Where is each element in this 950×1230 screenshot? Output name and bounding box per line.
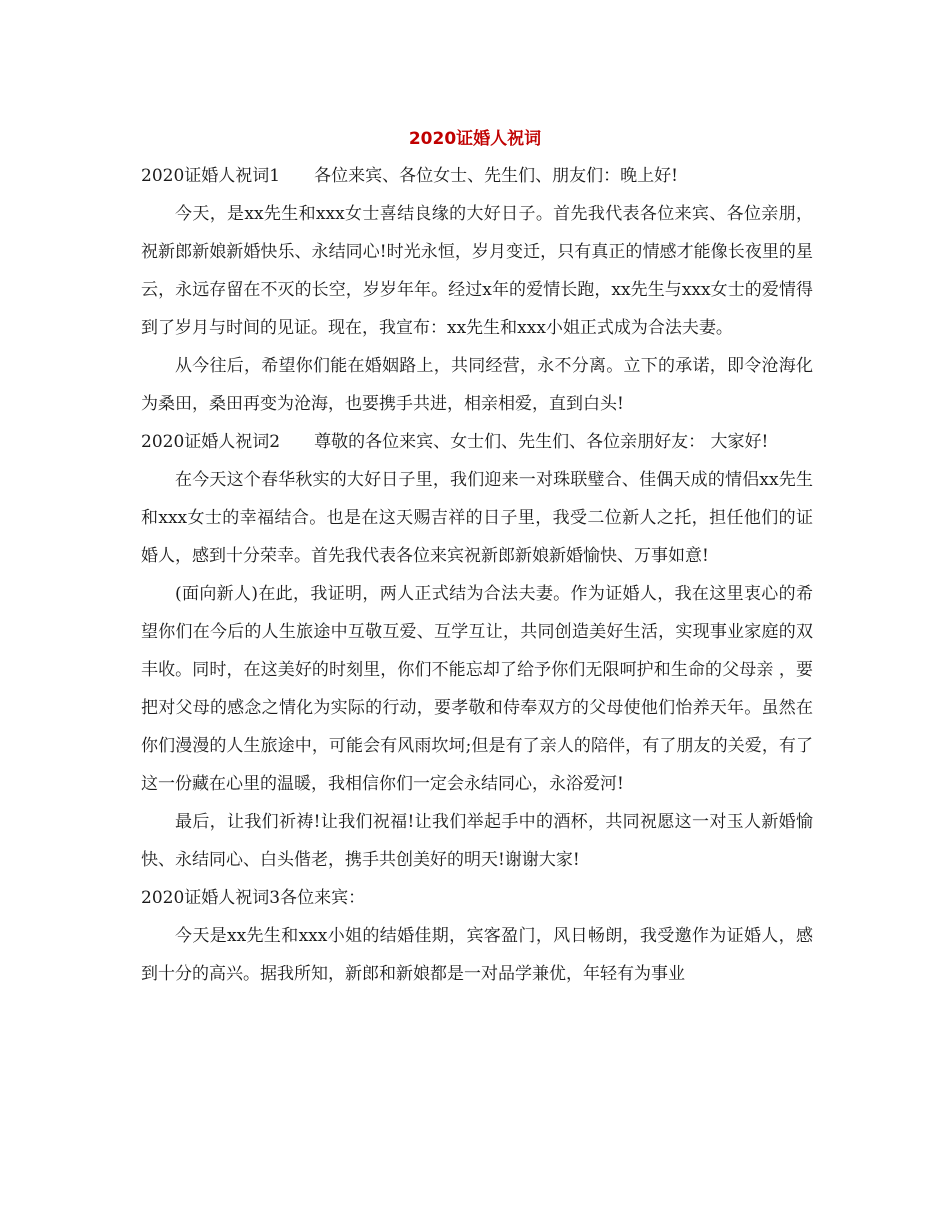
paragraph: 最后，让我们祈祷!让我们祝福!让我们举起手中的酒杯，共同祝愿这一对玉人新婚愉快、永结同心、白头偕老，携手共创美好的明天!谢谢大家! [141, 812, 813, 870]
section-heading-line [141, 423, 813, 461]
paragraph: 在今天这个春华秋实的大好日子里，我们迎来一对珠联璧合、佳偶天成的情侣xx先生和xxx女士的幸福结合。也是在这天赐吉祥的日子里，我受二位新人之托，担任他们的证婚人，感到十分荣幸。首先我代表各位来宾祝新郎新娘新婚愉快、万事如意! [141, 470, 813, 566]
section-greeting: 各位来宾： [280, 888, 366, 908]
document-title: 2020证婚人祝词 [408, 129, 542, 149]
document-body [141, 157, 813, 993]
section-greeting: 尊敬的各位来宾、女士们、先生们、各位亲朋好友： 大家好! [314, 432, 769, 452]
section-heading-line [141, 879, 813, 917]
section-heading: 2020证婚人祝词2 [141, 432, 281, 452]
section-heading: 2020证婚人祝词1 [141, 166, 281, 186]
paragraph: (面向新人)在此，我证明，两人正式结为合法夫妻。作为证婚人，我在这里衷心的希望你们在今后的人生旅途中互敬互爱、互学互让，共同创造美好生活，实现事业家庭的双丰收。同时，在这美好的时刻里，你们不能忘却了给予你们无限呵护和生命的父母亲 ，要把对父母的感念之情化为实际的行动，要孝敬和侍奉双方的父母使他们怡养天年。虽然在你们漫漫的人生旅途中，可能会有风雨坎坷;但是有了亲人的陪伴，有了朋友的关爱，有了这一份藏在心里的温暖，我相信你们一定会永结同心，永浴爱河! [141, 584, 813, 794]
paragraph: 从今往后，希望你们能在婚姻路上，共同经营，永不分离。立下的承诺，即令沧海化为桑田，桑田再变为沧海，也要携手共进，相亲相爱，直到白头! [141, 356, 813, 414]
paragraph: 今天，是xx先生和xxx女士喜结良缘的大好日子。首先我代表各位来宾、各位亲朋，祝新郎新娘新婚快乐、永结同心!时光永恒，岁月变迁，只有真正的情感才能像长夜里的星云，永远存留在不灭的长空，岁岁年年。经过x年的爱情长跑，xx先生与xxx女士的爱情得到了岁月与时间的见证。现在，我宣布：xx先生和xxx小姐正式成为合法夫妻。 [141, 204, 813, 338]
section-heading-line [141, 157, 813, 195]
section-greeting: 各位来宾、各位女士、先生们、朋友们：晚上好! [314, 166, 678, 186]
paragraph: 今天是xx先生和xxx小姐的结婚佳期，宾客盈门，风日畅朗，我受邀作为证婚人，感到十分的高兴。据我所知，新郎和新娘都是一对品学兼优，年轻有为事业 [141, 926, 813, 984]
section-heading: 2020证婚人祝词3 [141, 888, 281, 908]
